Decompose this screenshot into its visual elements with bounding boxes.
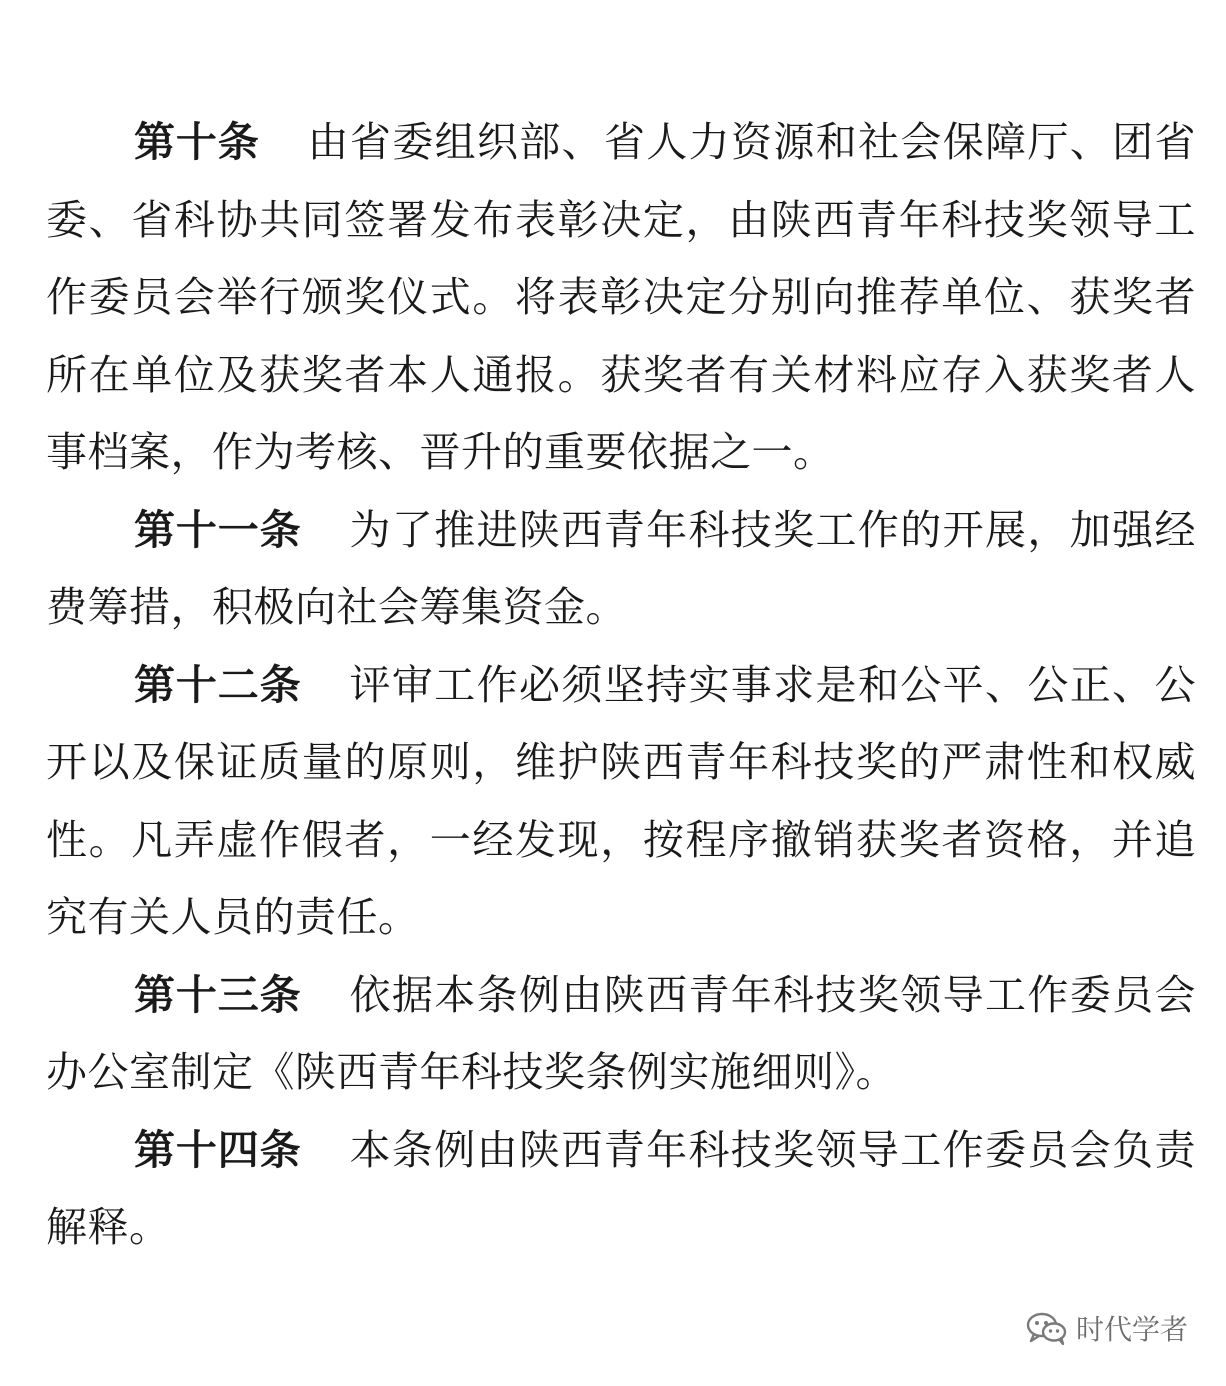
article-text: 本条例由陕西青年科技奖领导工作委员会负责解释。 — [46, 1125, 1197, 1251]
watermark-text: 时代学者 — [1075, 1313, 1188, 1346]
article-title: 第十二条 — [134, 660, 302, 709]
article-12 — [46, 647, 1196, 957]
article-text: 依据本条例由陕西青年科技奖领导工作委员会办公室制定《陕西青年科技奖条例实施细则》。 — [46, 970, 1197, 1096]
article-text: 由省委组织部、省人力资源和社会保障厅、团省委、省科协共同签署发布表彰决定，由陕西青年科技奖领导工作委员会举行颁奖仪式。将表彰决定分别向推荐单位、获奖者所在单位及获奖者本人通报。获奖者有关材料应存入获奖者人事档案，作为考核、晋升的重要依据之一。 — [46, 118, 1197, 476]
article-10 — [46, 104, 1196, 492]
article-title: 第十三条 — [134, 970, 302, 1019]
wechat-icon — [1026, 1311, 1068, 1345]
document-body — [46, 104, 1196, 1267]
article-title: 第十一条 — [134, 505, 302, 554]
article-title: 第十条 — [134, 118, 260, 166]
article-title: 第十四条 — [134, 1125, 302, 1174]
article-text: 评审工作必须坚持实事求是和公平、公正、公开以及保证质量的原则，维护陕西青年科技奖的严肃性和权威性。凡弄虚作假者，一经发现，按程序撤销获奖者资格，并追究有关人员的责任。 — [46, 660, 1197, 941]
article-text: 为了推进陕西青年科技奖工作的开展，加强经费筹措，积极向社会筹集资金。 — [46, 505, 1197, 631]
article-13 — [46, 957, 1196, 1112]
article-11 — [46, 492, 1196, 647]
article-14 — [46, 1112, 1196, 1267]
wechat-watermark — [1026, 1308, 1188, 1348]
